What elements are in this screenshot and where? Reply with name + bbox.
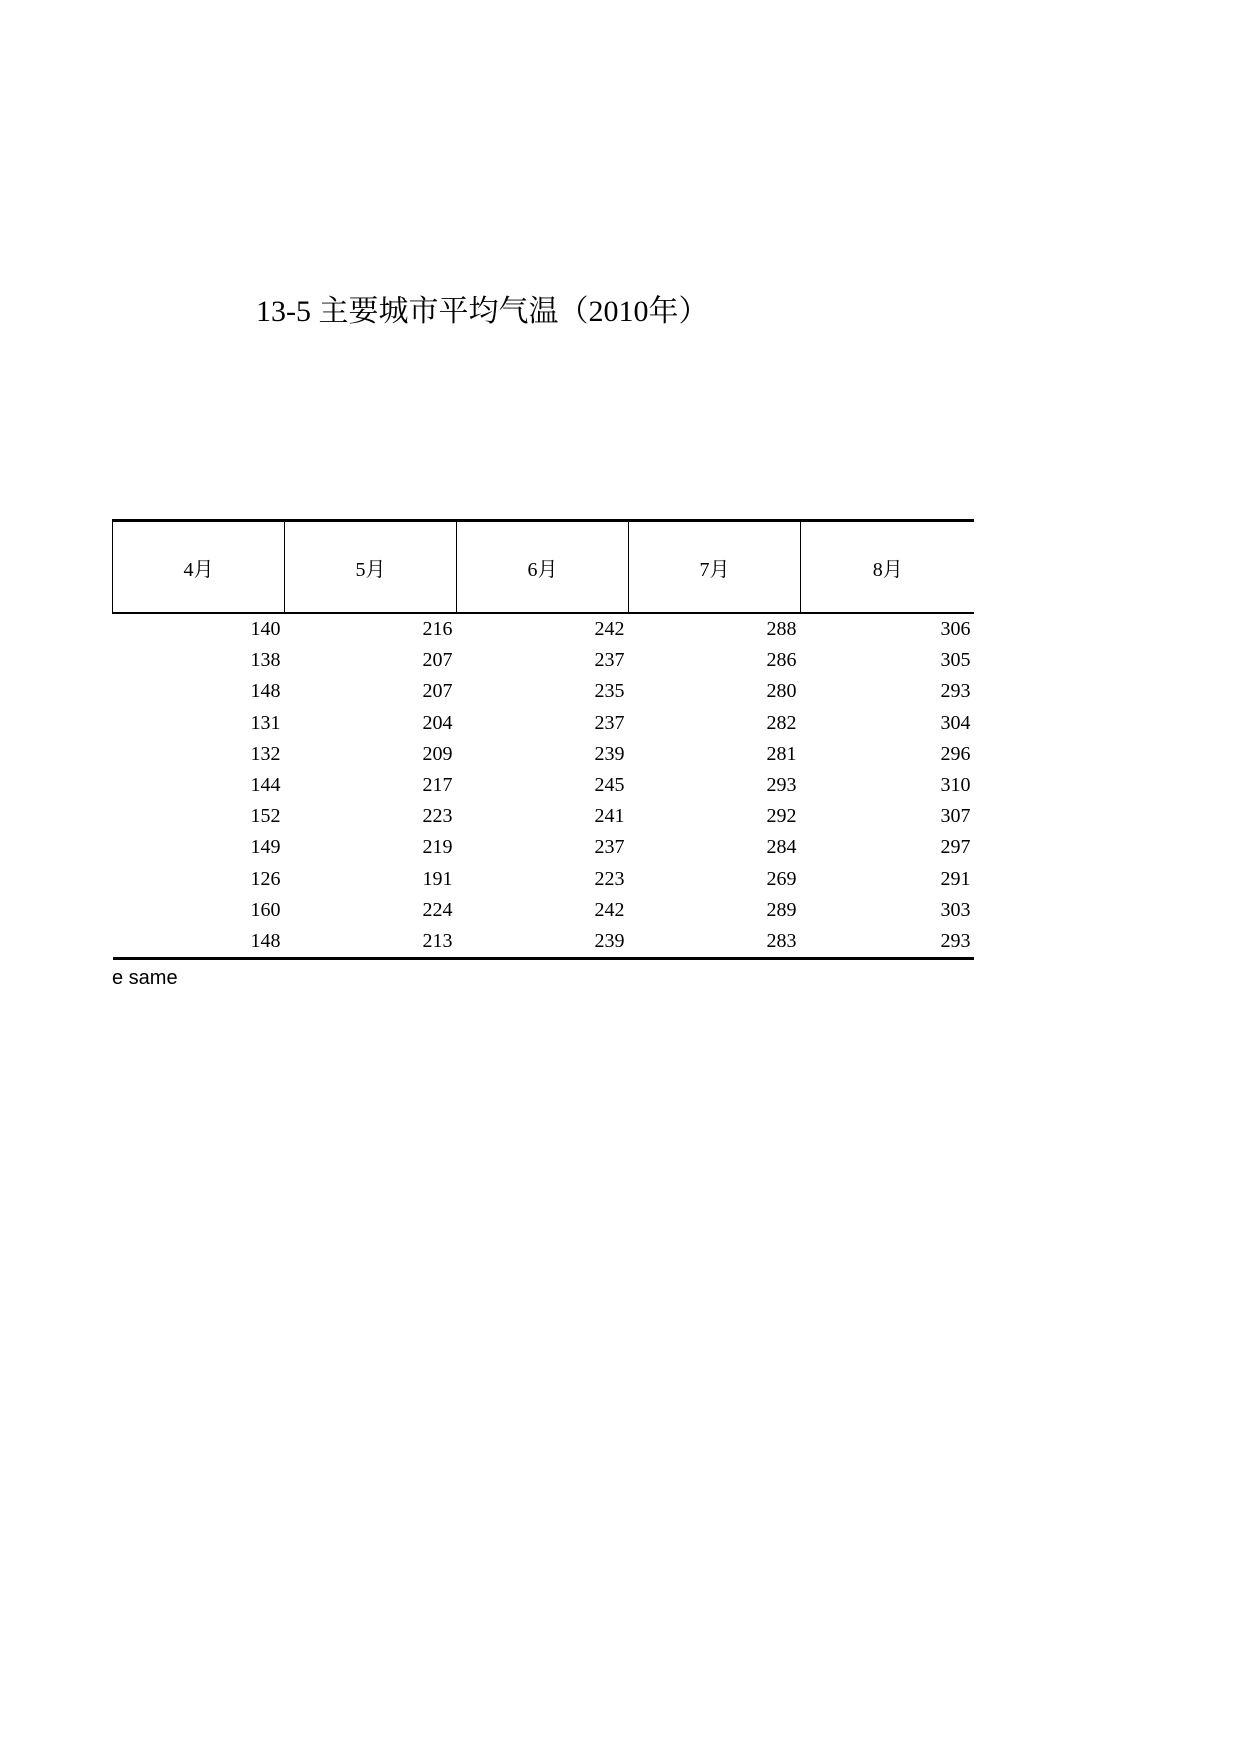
table-cell: 288 bbox=[766, 618, 797, 641]
header-july: 7月 bbox=[629, 521, 801, 614]
header-june: 6月 bbox=[457, 521, 629, 614]
table-cell: 286 bbox=[766, 649, 797, 672]
table-cell: 296 bbox=[940, 742, 971, 765]
table-row bbox=[113, 645, 975, 676]
table-cell: 293 bbox=[940, 680, 971, 703]
table-row bbox=[113, 676, 975, 707]
table-cell: 239 bbox=[594, 742, 625, 765]
table-cell: 306 bbox=[940, 618, 971, 641]
table-cell: 293 bbox=[801, 926, 975, 959]
table-cell: 140 bbox=[250, 618, 281, 641]
table-cell: 224 bbox=[422, 898, 453, 921]
table-cell: 191 bbox=[422, 867, 453, 890]
table-body bbox=[113, 613, 975, 959]
table-cell: 292 bbox=[766, 805, 797, 828]
table-row bbox=[113, 613, 975, 645]
table-cell: 237 bbox=[594, 836, 625, 859]
table-cell: 138 bbox=[250, 649, 281, 672]
table-cell: 149 bbox=[250, 836, 281, 859]
footnote-fragment: e same bbox=[112, 967, 178, 986]
table-cell: 241 bbox=[594, 805, 625, 828]
header-august: 8月 bbox=[801, 521, 975, 614]
table-cell: 207 bbox=[422, 649, 453, 672]
table-cell: 148 bbox=[113, 926, 285, 959]
table-row bbox=[113, 864, 975, 895]
table-cell: 284 bbox=[766, 836, 797, 859]
table-row bbox=[113, 739, 975, 770]
header-april: 4月 bbox=[113, 521, 285, 614]
table-cell: 152 bbox=[250, 805, 281, 828]
table-cell: 131 bbox=[250, 711, 281, 734]
table-cell: 281 bbox=[766, 742, 797, 765]
table-row bbox=[113, 801, 975, 832]
table-cell: 207 bbox=[422, 680, 453, 703]
table-cell: 213 bbox=[285, 926, 457, 959]
table-cell: 242 bbox=[594, 618, 625, 641]
temperature-table bbox=[112, 519, 974, 960]
table-cell: 280 bbox=[766, 680, 797, 703]
table-cell: 148 bbox=[250, 680, 281, 703]
table-cell: 209 bbox=[422, 742, 453, 765]
table-cell: 304 bbox=[940, 711, 971, 734]
table-cell: 132 bbox=[250, 742, 281, 765]
table-cell: 242 bbox=[594, 898, 625, 921]
table-cell: 305 bbox=[940, 649, 971, 672]
table-cell: 216 bbox=[422, 618, 453, 641]
table-cell: 126 bbox=[250, 867, 281, 890]
table-cell: 307 bbox=[940, 805, 971, 828]
table-cell: 223 bbox=[594, 867, 625, 890]
table-cell: 291 bbox=[940, 867, 971, 890]
table-cell: 237 bbox=[594, 711, 625, 734]
table-cell: 269 bbox=[766, 867, 797, 890]
table-cell: 310 bbox=[940, 774, 971, 797]
table-cell: 237 bbox=[594, 649, 625, 672]
table-cell: 282 bbox=[766, 711, 797, 734]
table-row bbox=[113, 926, 975, 959]
table-cell: 219 bbox=[422, 836, 453, 859]
table-cell: 223 bbox=[422, 805, 453, 828]
temperature-table-container bbox=[112, 519, 974, 960]
page-title: 13-5 主要城市平均气温（2010年） bbox=[256, 295, 709, 328]
table-row bbox=[113, 770, 975, 801]
table-cell: 297 bbox=[940, 836, 971, 859]
table-cell: 283 bbox=[629, 926, 801, 959]
header-may: 5月 bbox=[285, 521, 457, 614]
table-cell: 217 bbox=[422, 774, 453, 797]
table-cell: 144 bbox=[250, 774, 281, 797]
table-cell: 303 bbox=[940, 898, 971, 921]
table-row bbox=[113, 832, 975, 863]
header-row bbox=[113, 521, 975, 614]
table-cell: 289 bbox=[766, 898, 797, 921]
table-cell: 245 bbox=[594, 774, 625, 797]
table-row bbox=[113, 708, 975, 739]
table-cell: 239 bbox=[457, 926, 629, 959]
table-cell: 235 bbox=[594, 680, 625, 703]
table-cell: 204 bbox=[422, 711, 453, 734]
table-cell: 293 bbox=[766, 774, 797, 797]
table-cell: 160 bbox=[250, 898, 281, 921]
table-row bbox=[113, 895, 975, 926]
